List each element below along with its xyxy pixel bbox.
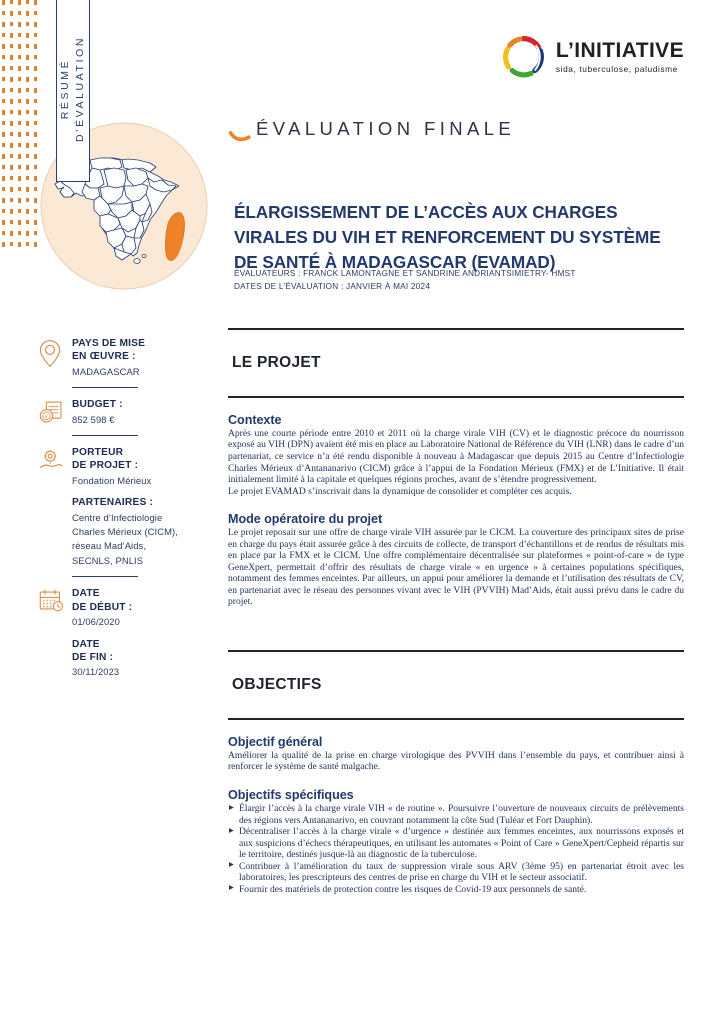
fact-start-value: 01/06/2020 (72, 616, 120, 628)
section-title: OBJECTIFS (232, 676, 322, 694)
objectives-list (228, 803, 684, 895)
resume-evaluation-label-text (58, 36, 88, 142)
location-pin-icon (38, 336, 72, 369)
document-meta (234, 268, 684, 293)
fact-partners-heading: PARTENAIRES : (72, 497, 154, 509)
fact-budget (38, 397, 203, 426)
resume-label-line-2: D’ÉVALUATION (74, 35, 86, 143)
resume-evaluation-label (56, 0, 90, 182)
section-objectifs (228, 650, 684, 895)
sidebar-divider (72, 435, 138, 436)
fact-country-value: MADAGASCAR (72, 365, 140, 377)
logo-tagline: sida, tuberculose, paludisme (555, 63, 678, 74)
list-item: ▸ Fournir des matériels de protection contre les risques de Covid-19 aux personnels de santé. (228, 884, 684, 896)
list-item: ▸ Élargir l’accès à la charge virale VIH « de routine ». Poursuivre l’ouverture de nouveaux circuits de prélèvements des régions vers Antananarivo, en couvrant notamment la côte Sud (Tuléar et Fort Dauphin). (228, 803, 684, 826)
svg-text:€: € (44, 414, 48, 421)
fact-partners-line-3: réseau Mad’Aids, (72, 540, 147, 552)
list-item: ▸ Décentraliser l’accès à la charge virale « d’urgence » destinée aux femmes enceintes, aux nourrissons exposés et aux suspicions d’échecs thérapeutiques, en utilisant les automates « Point of Care » GeneXpert/Cepheid répartis sur le territoire, destinés jusque-là au diagnostic de la tuberculose. (228, 826, 684, 861)
eyebrow-row (228, 112, 515, 145)
decorative-dot-pattern (2, 0, 42, 250)
paragraph: Améliorer la qualité de la prise en charge virologique des PVVIH dans l’ensemble du pays, et contribuer ainsi à renforcer le système de santé malgache. (228, 749, 684, 773)
calendar-clock-icon (38, 586, 72, 613)
fact-holder-value: Fondation Mérieux (72, 474, 152, 486)
section-spacer (228, 608, 684, 650)
project-facts-sidebar (38, 336, 203, 679)
fact-country-heading-1: PAYS DE MISE (72, 338, 146, 349)
subsection-title-mode-operatoire: Mode opératoire du projet (228, 512, 383, 527)
fact-project-holder (38, 445, 203, 567)
subsection-title-contexte: Contexte (228, 412, 282, 427)
fact-budget-heading: BUDGET : (72, 399, 123, 411)
fact-partners-line-1: Centre d’Infectiologie (72, 511, 163, 523)
section-rule-bottom (228, 396, 684, 398)
fact-country-heading-2: EN ŒUVRE : (72, 351, 136, 363)
fact-country (38, 336, 203, 378)
main-content (228, 328, 684, 895)
logo-title: L’INITIATIVE (555, 38, 684, 62)
fact-dates (38, 586, 203, 678)
paragraph: Le projet reposait sur une offre de charge virale VIH assurée par le CICM. La couverture des principaux sites de prise en charge du pays était assurée grâce à des circuits de collecte, de transport d’échantillons et de rendus de résultats mis en place par la FMX et le CICM. Une offre complémentaire décentralisée sur plateformes « point-of-care » de type GeneXpert, permettait d’offrir des résultats de charge virale « en urgence » à certaines populations spécifiques, notamment des femmes enceintes. Par ailleurs, un appui pour améliorer la demande et l’utilisation des résultats de CV, en partenariat avec le réseau des personnes vivant avec le VIH (PVVIH) Mad’Aids, était aussi prévu dans le cadre du projet. (228, 527, 684, 608)
resume-label-line-1: RÉSUMÉ (59, 58, 71, 120)
evaluators-line: ÉVALUATEURS : FRANCK LAMONTAGNE ET SANDRINE ANDRIANTSIMIETRY- HMST (234, 269, 576, 278)
orange-swoosh-icon (228, 119, 254, 145)
budget-coin-icon (38, 397, 72, 425)
paragraph: Après une courte période entre 2010 et 2011 où la charge virale VIH (CV) et le diagnostic précoce du nourrisson exposé au VIH (DPN) avaient été mis en place au Laboratoire National de Référence du VIH (LNR) dans le cadre d’un partenariat, ce service n’a été rendu disponible à nouveau à Madagascar que depuis 2015 au Centre d’Infectiologie Charles Mérieux d’Antananarivo (CICM) grâce à l’appui de la Fondation Mérieux (FMX) et de L’Initiative. Il était initialement limité à la capitale et quelques régions proches, avant de s’étendre progressivement. (228, 427, 684, 486)
fact-start-heading-2: DE DÉBUT : (72, 601, 133, 613)
section-rule-top (228, 650, 684, 652)
initiative-logo (500, 33, 684, 80)
section-title: LE PROJET (232, 354, 321, 372)
fact-start-heading-1: DATE (72, 588, 100, 600)
paragraph: Le projet EVAMAD s’inscrivait dans la dynamique de consolider et compléter ces acquis. (228, 485, 572, 497)
subsection-title-objectif-general: Objectif général (228, 734, 323, 749)
list-item: ▸ Contribuer à l’amélioration du taux de suppression virale sous ARV (3ème 95) en partenariat étroit avec les laboratoires, les prescripteurs des centres de prise en charge du VIH et le secteur associatif. (228, 861, 684, 884)
section-le-projet (228, 328, 684, 608)
fact-budget-value: 852 598 € (72, 413, 115, 425)
fact-holder-heading-2: DE PROJET : (72, 460, 139, 472)
fact-partners-line-4: SECNLS, PNLIS (72, 554, 144, 566)
section-rule-top (228, 328, 684, 330)
gear-in-hand-icon (38, 445, 72, 473)
evaluation-dates-line: DATES DE L’ÉVALUATION : JANVIER À MAI 2024 (234, 281, 431, 291)
fact-end-heading-1: DATE (72, 638, 100, 650)
fact-partners-line-2: Charles Mérieux (CICM), (72, 526, 178, 538)
section-rule-bottom (228, 718, 684, 720)
sidebar-divider (72, 387, 138, 388)
fact-end-value: 30/11/2023 (72, 666, 120, 678)
multicolor-circle-swirl-icon (500, 33, 547, 80)
page-eyebrow: ÉVALUATION FINALE (256, 117, 516, 139)
fact-holder-heading-1: PORTEUR (72, 447, 124, 459)
subsection-title-objectifs-specifiques: Objectifs spécifiques (228, 788, 354, 803)
fact-end-heading-2: DE FIN : (72, 651, 114, 663)
page-title: ÉLARGISSEMENT DE L’ACCÈS AUX CHARGES VIRALES DU VIH ET RENFORCEMENT DU SYSTÈME DE SANTÉ À MADAGASCAR (EVAMAD) (234, 201, 661, 272)
sidebar-divider (72, 576, 138, 577)
